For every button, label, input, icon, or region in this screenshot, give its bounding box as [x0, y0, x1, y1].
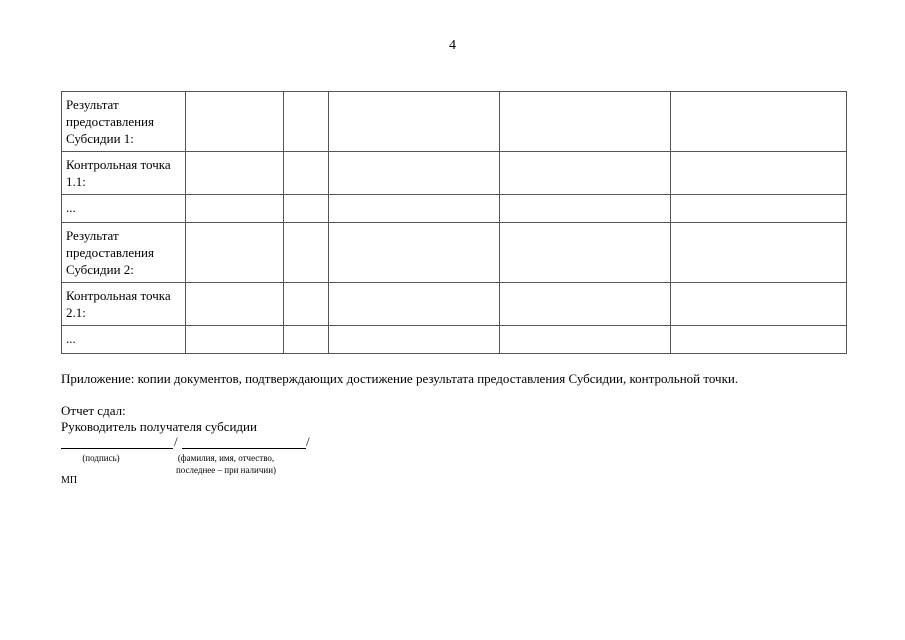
attachment-note: Приложение: копии документов, подтверждающих достижение результата предоставления Субсидии, контрольной точки.: [61, 371, 739, 386]
submitted-label: Отчет сдал:: [61, 403, 126, 418]
table-cell: [500, 283, 671, 326]
table-cell: [329, 195, 500, 223]
table-cell: [186, 195, 284, 223]
table-cell: [500, 152, 671, 195]
table-cell: [186, 283, 284, 326]
table-row: [62, 92, 847, 152]
table-cell: [671, 326, 847, 354]
closing-slash: /: [306, 434, 310, 449]
table-cell: [329, 326, 500, 354]
table-cell: [329, 283, 500, 326]
signature-line: [61, 448, 173, 449]
table-row: [62, 326, 847, 354]
report-table: [61, 91, 847, 354]
table-cell: [186, 92, 284, 152]
table-cell: [500, 92, 671, 152]
row-label: Результат предоставления Субсидии 2:: [62, 223, 186, 283]
table-cell: [284, 92, 329, 152]
table-row: [62, 223, 847, 283]
signature-caption: (подпись): [82, 453, 120, 463]
table-cell: [329, 223, 500, 283]
page-number: 4: [449, 38, 456, 53]
row-label: Результат предоставления Субсидии 1:: [62, 92, 186, 152]
seal-label: МП: [61, 475, 78, 486]
table-cell: [186, 326, 284, 354]
table-cell: [284, 223, 329, 283]
table-cell: [500, 223, 671, 283]
name-line: [182, 448, 306, 449]
table-row: [62, 195, 847, 223]
table-cell: [284, 326, 329, 354]
separator-slash: /: [174, 434, 178, 449]
table-cell: [329, 152, 500, 195]
table-cell: [671, 152, 847, 195]
row-label: Контрольная точка 2.1:: [62, 283, 186, 326]
row-label: ...: [62, 195, 186, 223]
table-cell: [329, 92, 500, 152]
table-cell: [671, 195, 847, 223]
table-cell: [186, 223, 284, 283]
position-label: Руководитель получателя субсидии: [61, 419, 257, 434]
table-cell: [671, 92, 847, 152]
row-label: Контрольная точка 1.1:: [62, 152, 186, 195]
table-row: [62, 283, 847, 326]
table-cell: [284, 283, 329, 326]
table-cell: [284, 152, 329, 195]
table-cell: [671, 283, 847, 326]
table-cell: [284, 195, 329, 223]
table-cell: [671, 223, 847, 283]
table-cell: [186, 152, 284, 195]
name-caption: (фамилия, имя, отчество, последнее – при наличии): [175, 453, 277, 475]
table-cell: [500, 195, 671, 223]
table-row: [62, 152, 847, 195]
table-cell: [500, 326, 671, 354]
row-label: ...: [62, 326, 186, 354]
